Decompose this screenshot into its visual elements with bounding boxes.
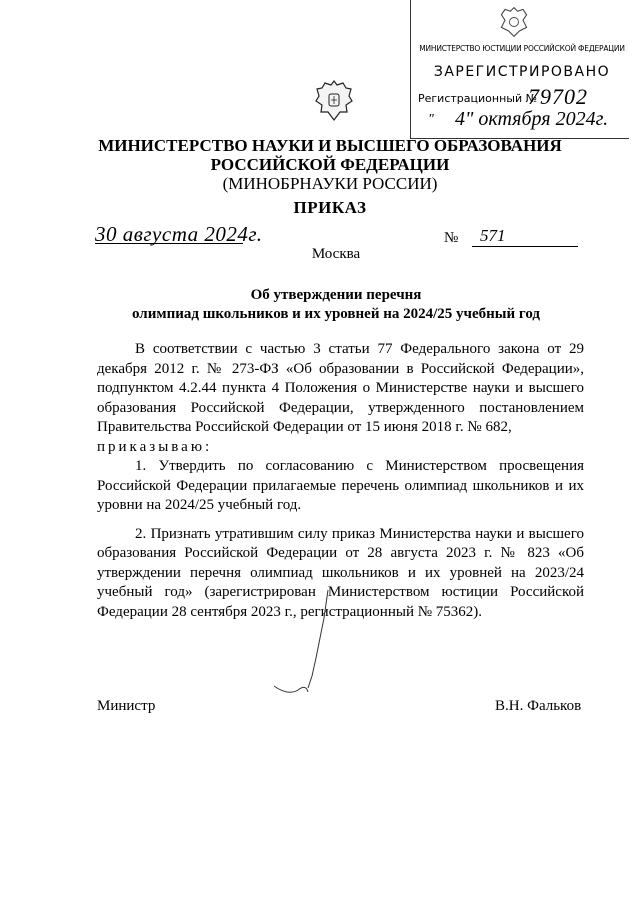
signatory-name: В.Н. Фальков bbox=[495, 698, 582, 714]
ministry-name: МИНИСТЕРСТВО НАУКИ И ВЫСШЕГО ОБРАЗОВАНИЯ РОССИЙСКОЙ ФЕДЕРАЦИИ bbox=[98, 136, 562, 174]
order-title: ПРИКАЗ bbox=[293, 198, 367, 217]
item-1-paragraph: 1. Утвердить по согласованию с Министерством просвещения Российской Федерации прилагаемые перечень олимпиад школьников и их уровни на 2024/25 учебный год. bbox=[97, 458, 584, 513]
coat-of-arms-icon bbox=[496, 4, 532, 40]
item-2-paragraph: 2. Признать утратившим силу приказ Министерства науки и высшего образования Российской Федерации от 28 августа 2023 г. № 823 «Об утверждении перечня олимпиад школьников и их уровней на 2023/24 учебный год» (зарегистрирован Министерством юстиции Российской Федерации 28 сентября 2023 г., регистрационный № 75362). bbox=[97, 525, 584, 620]
coat-of-arms-icon bbox=[313, 79, 355, 123]
stamp-reg-number: 79702 bbox=[528, 84, 588, 109]
stamp-date-prefix: " bbox=[428, 112, 434, 127]
stamp-date: 4" октября 2024г. bbox=[455, 108, 609, 130]
signatory-position: Министр bbox=[97, 698, 156, 714]
order-body bbox=[97, 340, 584, 622]
subject-line-2: олимпиад школьников и их уровней на 2024/25 учебный год bbox=[132, 306, 540, 322]
stamp-ministry: МИНИСТЕРСТВО ЮСТИЦИИ РОССИЙСКОЙ ФЕДЕРАЦИИ bbox=[419, 44, 625, 53]
stamp-reg-label: Регистрационный № bbox=[418, 92, 538, 105]
city: Москва bbox=[311, 246, 361, 262]
subject-line-1: Об утверждении перечня bbox=[250, 287, 422, 303]
order-date: 30 августа 2024г. bbox=[95, 222, 263, 246]
stamp-title: ЗАРЕГИСТРИРОВАНО bbox=[433, 64, 611, 80]
order-number: 571 bbox=[480, 226, 506, 245]
number-label: № bbox=[444, 230, 459, 246]
preamble-paragraph: В соответствии с частью 3 статьи 77 Федерального закона от 29 декабря 2012 г. № 273-ФЗ «Об образовании в Российской Федерации», подпунктом 4.2.44 пункта 4 Положения о Министерстве науки и высшего образования Российской Федерации, утвержденного постановлением Правительства Российской Федерации от 15 июня 2018 г. № 682, bbox=[97, 341, 584, 435]
ministry-short-name: (МИНОБРНАУКИ РОССИИ) bbox=[222, 174, 438, 193]
signature-mark bbox=[268, 588, 338, 708]
order-subject bbox=[60, 286, 612, 324]
orders-word: приказываю: bbox=[97, 438, 213, 455]
date-underline bbox=[95, 243, 243, 244]
